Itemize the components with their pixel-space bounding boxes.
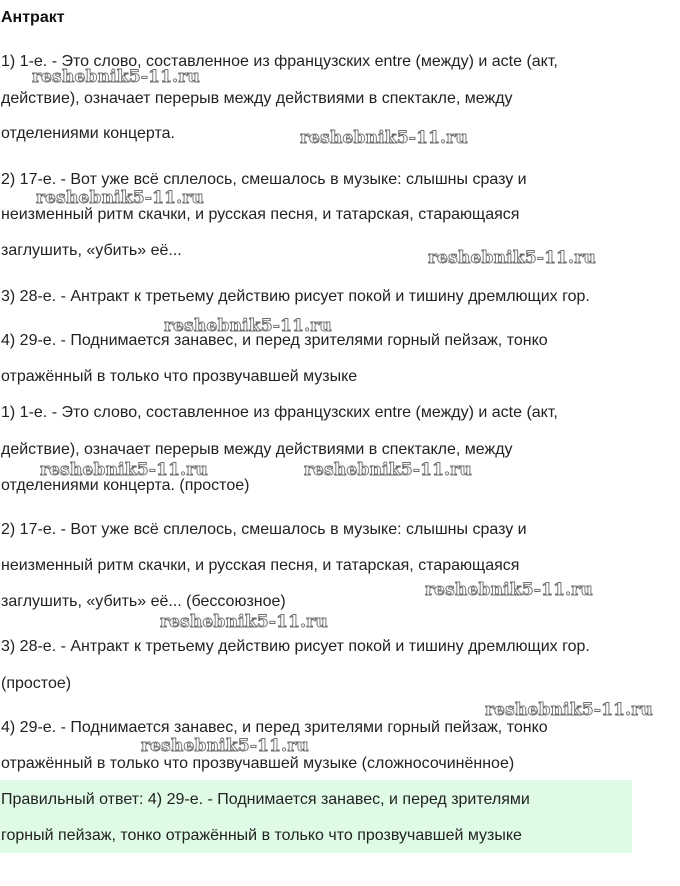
page-title: Антракт (1, 9, 65, 26)
text-line: действие), означает перерыв между действиями в спектакле, между (1, 90, 513, 107)
text-line: 3) 28-е. - Антракт к третьему действию рисует покой и тишину дремлющих гор. (1, 638, 590, 655)
watermark: reshebnik5-11.ru (304, 460, 472, 480)
watermark: reshebnik5-11.ru (40, 460, 208, 480)
watermark: reshebnik5-11.ru (425, 580, 593, 600)
text-line: заглушить, «убить» её... (бессоюзное) (1, 593, 286, 610)
watermark: reshebnik5-11.ru (485, 700, 653, 720)
text-line: 3) 28-е. - Антракт к третьему действию рисует покой и тишину дремлющих гор. (1, 288, 590, 305)
watermark: reshebnik5-11.ru (164, 316, 332, 336)
watermark: reshebnik5-11.ru (300, 128, 468, 148)
text-line: отражённый в только что прозвучавшей музыке (1, 368, 358, 385)
watermark: reshebnik5-11.ru (160, 612, 328, 632)
text-line: 2) 17-е. - Вот уже всё сплелось, смешалось в музыке: слышны сразу и (1, 171, 527, 188)
correct-answer-line: горный пейзаж, тонко отражённый в только что прозвучавшей музыке (1, 827, 522, 844)
text-line: отделениями концерта. (простое) (1, 477, 250, 494)
text-line: 1) 1-е. - Это слово, составленное из французских entre (между) и acte (акт, (1, 53, 558, 70)
text-line: (простое) (1, 675, 72, 692)
text-line: неизменный ритм скачки, и русская песня, и татарская, старающаяся (1, 557, 520, 574)
watermark: reshebnik5-11.ru (428, 248, 596, 268)
text-line: отражённый в только что прозвучавшей музыке (сложносочинённое) (1, 755, 515, 772)
correct-answer-line: Правильный ответ: 4) 29-е. - Поднимается занавес, и перед зрителями (1, 791, 530, 808)
correct-answer-box (0, 780, 632, 853)
text-line: 4) 29-е. - Поднимается занавес, и перед зрителями горный пейзаж, тонко (1, 719, 548, 736)
text-line: заглушить, «убить» её... (1, 242, 182, 259)
text-line: 2) 17-е. - Вот уже всё сплелось, смешалось в музыке: слышны сразу и (1, 521, 527, 538)
watermark: reshebnik5-11.ru (141, 736, 309, 756)
text-line: отделениями концерта. (1, 125, 175, 142)
text-line: 1) 1-е. - Это слово, составленное из французских entre (между) и acte (акт, (1, 404, 558, 421)
text-line: 4) 29-е. - Поднимается занавес, и перед зрителями горный пейзаж, тонко (1, 332, 548, 349)
watermark: reshebnik5-11.ru (32, 67, 200, 87)
text-line: неизменный ритм скачки, и русская песня, и татарская, старающаяся (1, 206, 520, 223)
text-line: действие), означает перерыв между действиями в спектакле, между (1, 441, 513, 458)
watermark: reshebnik5-11.ru (36, 188, 204, 208)
